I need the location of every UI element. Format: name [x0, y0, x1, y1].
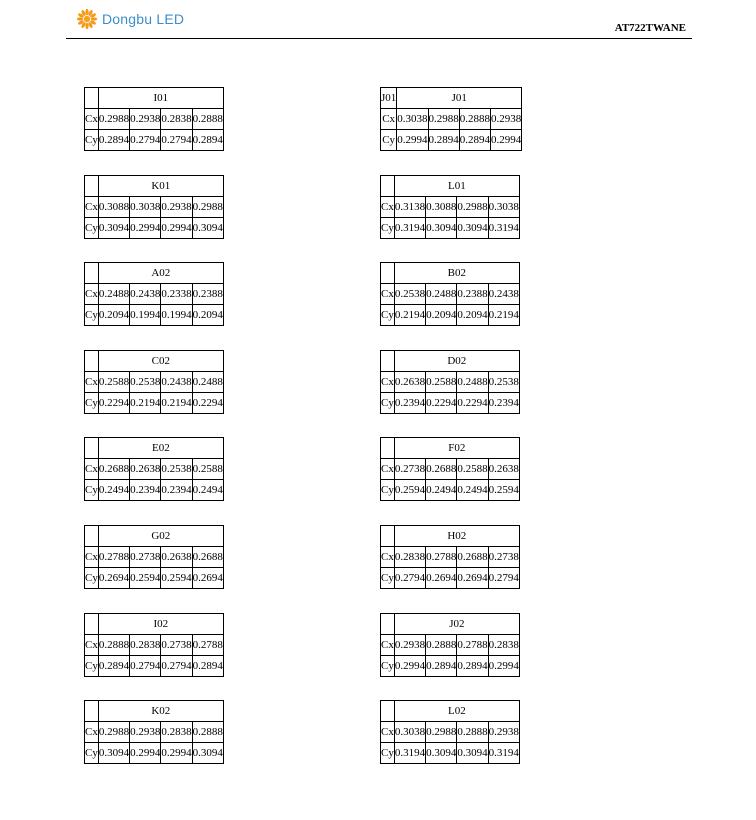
cy-value-cell: 0.3094 [192, 743, 223, 764]
chromaticity-table [84, 350, 224, 414]
cx-value-cell: 0.2788 [426, 547, 457, 568]
cy-value-cell: 0.2894 [457, 656, 488, 677]
bin-code-title: J02 [394, 614, 519, 635]
cy-value-cell: 0.2394 [394, 393, 425, 414]
row-label: Cx [85, 372, 99, 393]
table-header-row [381, 438, 520, 459]
row-label: Cy [85, 480, 99, 501]
cx-value-cell: 0.2638 [394, 372, 425, 393]
table-row-cy [85, 305, 224, 326]
chromaticity-table [380, 350, 520, 414]
cy-value-cell: 0.1994 [161, 305, 192, 326]
brand-name: Dongbu LED [102, 11, 185, 27]
cy-value-cell: 0.2894 [426, 656, 457, 677]
row-label: Cy [85, 218, 99, 239]
cx-value-cell: 0.3038 [488, 197, 519, 218]
cy-value-cell: 0.2794 [394, 568, 425, 589]
cy-value-cell: 0.2194 [488, 305, 519, 326]
row-label: Cx [85, 635, 99, 656]
cy-value-cell: 0.2994 [397, 130, 428, 151]
cy-value-cell: 0.2694 [426, 568, 457, 589]
table-header-row [381, 351, 520, 372]
cx-value-cell: 0.2738 [394, 459, 425, 480]
table-header-row [381, 526, 520, 547]
chromaticity-table [380, 525, 520, 589]
bin-code-title: C02 [98, 351, 223, 372]
cy-value-cell: 0.2094 [426, 305, 457, 326]
table-header-row [381, 88, 522, 109]
row-label: Cy [381, 656, 395, 677]
cx-value-cell: 0.2488 [457, 372, 488, 393]
table-corner-cell: J01 [381, 88, 397, 109]
table-header-row [85, 701, 224, 722]
table-row-cx [85, 284, 224, 305]
table-corner-cell [381, 438, 395, 459]
bin-code-title: A02 [98, 263, 223, 284]
row-label: Cy [381, 218, 395, 239]
cy-value-cell: 0.2694 [457, 568, 488, 589]
cx-value-cell: 0.2538 [130, 372, 161, 393]
table-row-cy [85, 393, 224, 414]
table-corner-cell [85, 438, 99, 459]
table-row-cx [381, 459, 520, 480]
model-number: AT722TWANE [614, 22, 686, 34]
cy-value-cell: 0.3094 [98, 743, 129, 764]
cx-value-cell: 0.2938 [130, 722, 161, 743]
row-label: Cx [85, 109, 99, 130]
cy-value-cell: 0.2294 [192, 393, 223, 414]
row-label: Cx [381, 635, 395, 656]
cx-value-cell: 0.2888 [192, 722, 223, 743]
row-label: Cx [381, 372, 395, 393]
brand-logo [76, 8, 184, 30]
table-corner-cell [381, 263, 395, 284]
cy-value-cell: 0.3094 [426, 218, 457, 239]
row-label: Cx [85, 459, 99, 480]
bin-code-title: B02 [394, 263, 519, 284]
table-row-cy [381, 393, 520, 414]
cx-value-cell: 0.2438 [161, 372, 192, 393]
table-row-cy [381, 218, 520, 239]
cx-value-cell: 0.2988 [426, 722, 457, 743]
table-header-row [85, 526, 224, 547]
bin-code-title: L02 [394, 701, 519, 722]
cx-value-cell: 0.2488 [192, 372, 223, 393]
cx-value-cell: 0.2688 [192, 547, 223, 568]
bin-code-title: I02 [98, 614, 223, 635]
cy-value-cell: 0.1994 [130, 305, 161, 326]
table-row-cx [85, 547, 224, 568]
chromaticity-table [380, 700, 520, 764]
cx-value-cell: 0.2788 [98, 547, 129, 568]
row-label: Cx [381, 109, 397, 130]
cx-value-cell: 0.3088 [426, 197, 457, 218]
cx-value-cell: 0.2738 [161, 635, 192, 656]
row-label: Cy [85, 130, 99, 151]
cy-value-cell: 0.2594 [161, 568, 192, 589]
cy-value-cell: 0.3194 [394, 218, 425, 239]
cy-value-cell: 0.2894 [98, 130, 129, 151]
cx-value-cell: 0.2338 [161, 284, 192, 305]
sun-flower-icon [76, 8, 98, 30]
cx-value-cell: 0.2488 [98, 284, 129, 305]
table-row-cy [85, 656, 224, 677]
cy-value-cell: 0.2894 [459, 130, 490, 151]
cy-value-cell: 0.3094 [457, 218, 488, 239]
table-corner-cell [381, 351, 395, 372]
cx-value-cell: 0.2638 [130, 459, 161, 480]
cx-value-cell: 0.2588 [192, 459, 223, 480]
row-label: Cx [381, 284, 395, 305]
cy-value-cell: 0.2294 [426, 393, 457, 414]
cx-value-cell: 0.2738 [130, 547, 161, 568]
table-row-cx [381, 197, 520, 218]
cx-value-cell: 0.2938 [161, 197, 192, 218]
cx-value-cell: 0.2838 [130, 635, 161, 656]
bin-code-title: I01 [98, 88, 223, 109]
row-label: Cx [381, 197, 395, 218]
table-corner-cell [85, 351, 99, 372]
cx-value-cell: 0.2538 [394, 284, 425, 305]
table-row-cy [381, 305, 520, 326]
cx-value-cell: 0.2638 [488, 459, 519, 480]
row-label: Cy [381, 568, 395, 589]
table-header-row [381, 176, 520, 197]
table-row-cy [85, 218, 224, 239]
bin-code-title: G02 [98, 526, 223, 547]
chromaticity-table [84, 87, 224, 151]
cx-value-cell: 0.2538 [161, 459, 192, 480]
cx-value-cell: 0.2688 [98, 459, 129, 480]
cx-value-cell: 0.2588 [426, 372, 457, 393]
cx-value-cell: 0.2388 [457, 284, 488, 305]
cx-value-cell: 0.2738 [488, 547, 519, 568]
chromaticity-table [380, 613, 520, 677]
cx-value-cell: 0.2838 [394, 547, 425, 568]
row-label: Cx [85, 722, 99, 743]
row-label: Cx [381, 547, 395, 568]
table-corner-cell [85, 263, 99, 284]
cy-value-cell: 0.2494 [192, 480, 223, 501]
cx-value-cell: 0.2588 [98, 372, 129, 393]
table-row-cx [85, 109, 224, 130]
table-row-cy [381, 480, 520, 501]
table-corner-cell [381, 526, 395, 547]
table-row-cy [85, 130, 224, 151]
cy-value-cell: 0.2994 [488, 656, 519, 677]
table-row-cy [381, 568, 520, 589]
cx-value-cell: 0.2438 [130, 284, 161, 305]
cy-value-cell: 0.2494 [426, 480, 457, 501]
cy-value-cell: 0.2994 [130, 743, 161, 764]
table-corner-cell [85, 526, 99, 547]
cy-value-cell: 0.2094 [457, 305, 488, 326]
cx-value-cell: 0.2838 [161, 722, 192, 743]
row-label: Cy [85, 743, 99, 764]
cy-value-cell: 0.2194 [394, 305, 425, 326]
bin-code-title: L01 [394, 176, 519, 197]
table-row-cx [381, 372, 520, 393]
row-label: Cy [381, 393, 395, 414]
cy-value-cell: 0.2794 [161, 656, 192, 677]
table-header-row [85, 176, 224, 197]
cx-value-cell: 0.2938 [130, 109, 161, 130]
cy-value-cell: 0.2994 [491, 130, 522, 151]
table-row-cx [85, 459, 224, 480]
row-label: Cy [85, 568, 99, 589]
row-label: Cy [85, 305, 99, 326]
cx-value-cell: 0.3088 [98, 197, 129, 218]
chromaticity-table [380, 175, 520, 239]
bin-code-title: K01 [98, 176, 223, 197]
cy-value-cell: 0.3194 [394, 743, 425, 764]
table-row-cy [381, 656, 520, 677]
cx-value-cell: 0.2938 [488, 722, 519, 743]
table-corner-cell [85, 701, 99, 722]
table-header-row [381, 701, 520, 722]
table-corner-cell [381, 614, 395, 635]
chromaticity-table [84, 262, 224, 326]
table-row-cx [85, 722, 224, 743]
table-header-row [85, 438, 224, 459]
cy-value-cell: 0.2794 [130, 656, 161, 677]
cy-value-cell: 0.2494 [457, 480, 488, 501]
table-row-cx [381, 284, 520, 305]
cy-value-cell: 0.2394 [488, 393, 519, 414]
table-corner-cell [85, 88, 99, 109]
table-row-cy [85, 743, 224, 764]
row-label: Cy [381, 130, 397, 151]
cx-value-cell: 0.2938 [394, 635, 425, 656]
row-label: Cx [85, 197, 99, 218]
cy-value-cell: 0.2894 [98, 656, 129, 677]
cy-value-cell: 0.2694 [98, 568, 129, 589]
cx-value-cell: 0.2888 [426, 635, 457, 656]
cy-value-cell: 0.2794 [488, 568, 519, 589]
cy-value-cell: 0.2294 [457, 393, 488, 414]
cy-value-cell: 0.2394 [130, 480, 161, 501]
bin-code-title: K02 [98, 701, 223, 722]
table-header-row [381, 614, 520, 635]
table-header-row [85, 263, 224, 284]
chromaticity-table [84, 437, 224, 501]
cx-value-cell: 0.2788 [192, 635, 223, 656]
row-label: Cx [381, 722, 395, 743]
table-corner-cell [381, 176, 395, 197]
cy-value-cell: 0.2994 [161, 218, 192, 239]
chromaticity-table [380, 87, 522, 151]
table-header-row [85, 614, 224, 635]
table-row-cy [85, 480, 224, 501]
cy-value-cell: 0.3094 [426, 743, 457, 764]
table-row-cx [85, 635, 224, 656]
table-corner-cell [85, 176, 99, 197]
cy-value-cell: 0.2394 [161, 480, 192, 501]
cx-value-cell: 0.3038 [130, 197, 161, 218]
cx-value-cell: 0.2688 [426, 459, 457, 480]
chromaticity-table [84, 613, 224, 677]
bin-code-title: F02 [394, 438, 519, 459]
cx-value-cell: 0.2788 [457, 635, 488, 656]
cx-value-cell: 0.3038 [397, 109, 428, 130]
cy-value-cell: 0.2994 [130, 218, 161, 239]
cy-value-cell: 0.2794 [130, 130, 161, 151]
table-corner-cell [381, 701, 395, 722]
cy-value-cell: 0.2094 [98, 305, 129, 326]
cx-value-cell: 0.2988 [192, 197, 223, 218]
row-label: Cy [381, 305, 395, 326]
cy-value-cell: 0.2194 [130, 393, 161, 414]
table-row-cx [85, 197, 224, 218]
cx-value-cell: 0.2988 [98, 722, 129, 743]
table-header-row [85, 88, 224, 109]
cx-value-cell: 0.2838 [488, 635, 519, 656]
cy-value-cell: 0.2894 [428, 130, 459, 151]
cy-value-cell: 0.3094 [98, 218, 129, 239]
cx-value-cell: 0.2638 [161, 547, 192, 568]
cy-value-cell: 0.2594 [488, 480, 519, 501]
cy-value-cell: 0.2994 [161, 743, 192, 764]
cx-value-cell: 0.2888 [192, 109, 223, 130]
table-row-cx [381, 635, 520, 656]
cx-value-cell: 0.2438 [488, 284, 519, 305]
table-row-cy [381, 743, 520, 764]
page-header [0, 0, 756, 40]
cx-value-cell: 0.2988 [428, 109, 459, 130]
chromaticity-table [380, 262, 520, 326]
cx-value-cell: 0.2888 [459, 109, 490, 130]
header-divider [66, 38, 692, 39]
cy-value-cell: 0.2494 [98, 480, 129, 501]
table-header-row [85, 351, 224, 372]
table-row-cx [381, 722, 520, 743]
cx-value-cell: 0.2988 [457, 197, 488, 218]
cy-value-cell: 0.2294 [98, 393, 129, 414]
cy-value-cell: 0.2894 [192, 656, 223, 677]
cy-value-cell: 0.3194 [488, 218, 519, 239]
row-label: Cy [381, 480, 395, 501]
bin-code-title: D02 [394, 351, 519, 372]
bin-code-title: J01 [397, 88, 522, 109]
chromaticity-table [380, 437, 520, 501]
cy-value-cell: 0.2594 [394, 480, 425, 501]
row-label: Cy [381, 743, 395, 764]
chromaticity-table [84, 525, 224, 589]
cx-value-cell: 0.2888 [98, 635, 129, 656]
chromaticity-table [84, 700, 224, 764]
table-row-cx [381, 109, 522, 130]
cy-value-cell: 0.3094 [192, 218, 223, 239]
cx-value-cell: 0.2588 [457, 459, 488, 480]
table-row-cy [381, 130, 522, 151]
cy-value-cell: 0.3194 [488, 743, 519, 764]
table-row-cy [85, 568, 224, 589]
bin-code-title: E02 [98, 438, 223, 459]
table-row-cx [85, 372, 224, 393]
cy-value-cell: 0.2994 [394, 656, 425, 677]
cy-value-cell: 0.3094 [457, 743, 488, 764]
cy-value-cell: 0.2194 [161, 393, 192, 414]
table-row-cx [381, 547, 520, 568]
cx-value-cell: 0.3038 [394, 722, 425, 743]
cx-value-cell: 0.2388 [192, 284, 223, 305]
cx-value-cell: 0.2888 [457, 722, 488, 743]
row-label: Cx [85, 284, 99, 305]
cy-value-cell: 0.2094 [192, 305, 223, 326]
cx-value-cell: 0.2938 [491, 109, 522, 130]
row-label: Cy [85, 393, 99, 414]
chromaticity-table [84, 175, 224, 239]
row-label: Cx [381, 459, 395, 480]
cx-value-cell: 0.3138 [394, 197, 425, 218]
cy-value-cell: 0.2894 [192, 130, 223, 151]
table-header-row [381, 263, 520, 284]
bin-code-title: H02 [394, 526, 519, 547]
cy-value-cell: 0.2794 [161, 130, 192, 151]
cy-value-cell: 0.2694 [192, 568, 223, 589]
cx-value-cell: 0.2538 [488, 372, 519, 393]
cx-value-cell: 0.2488 [426, 284, 457, 305]
row-label: Cy [85, 656, 99, 677]
cx-value-cell: 0.2838 [161, 109, 192, 130]
cx-value-cell: 0.2988 [98, 109, 129, 130]
cy-value-cell: 0.2594 [130, 568, 161, 589]
row-label: Cx [85, 547, 99, 568]
table-corner-cell [85, 614, 99, 635]
cx-value-cell: 0.2688 [457, 547, 488, 568]
